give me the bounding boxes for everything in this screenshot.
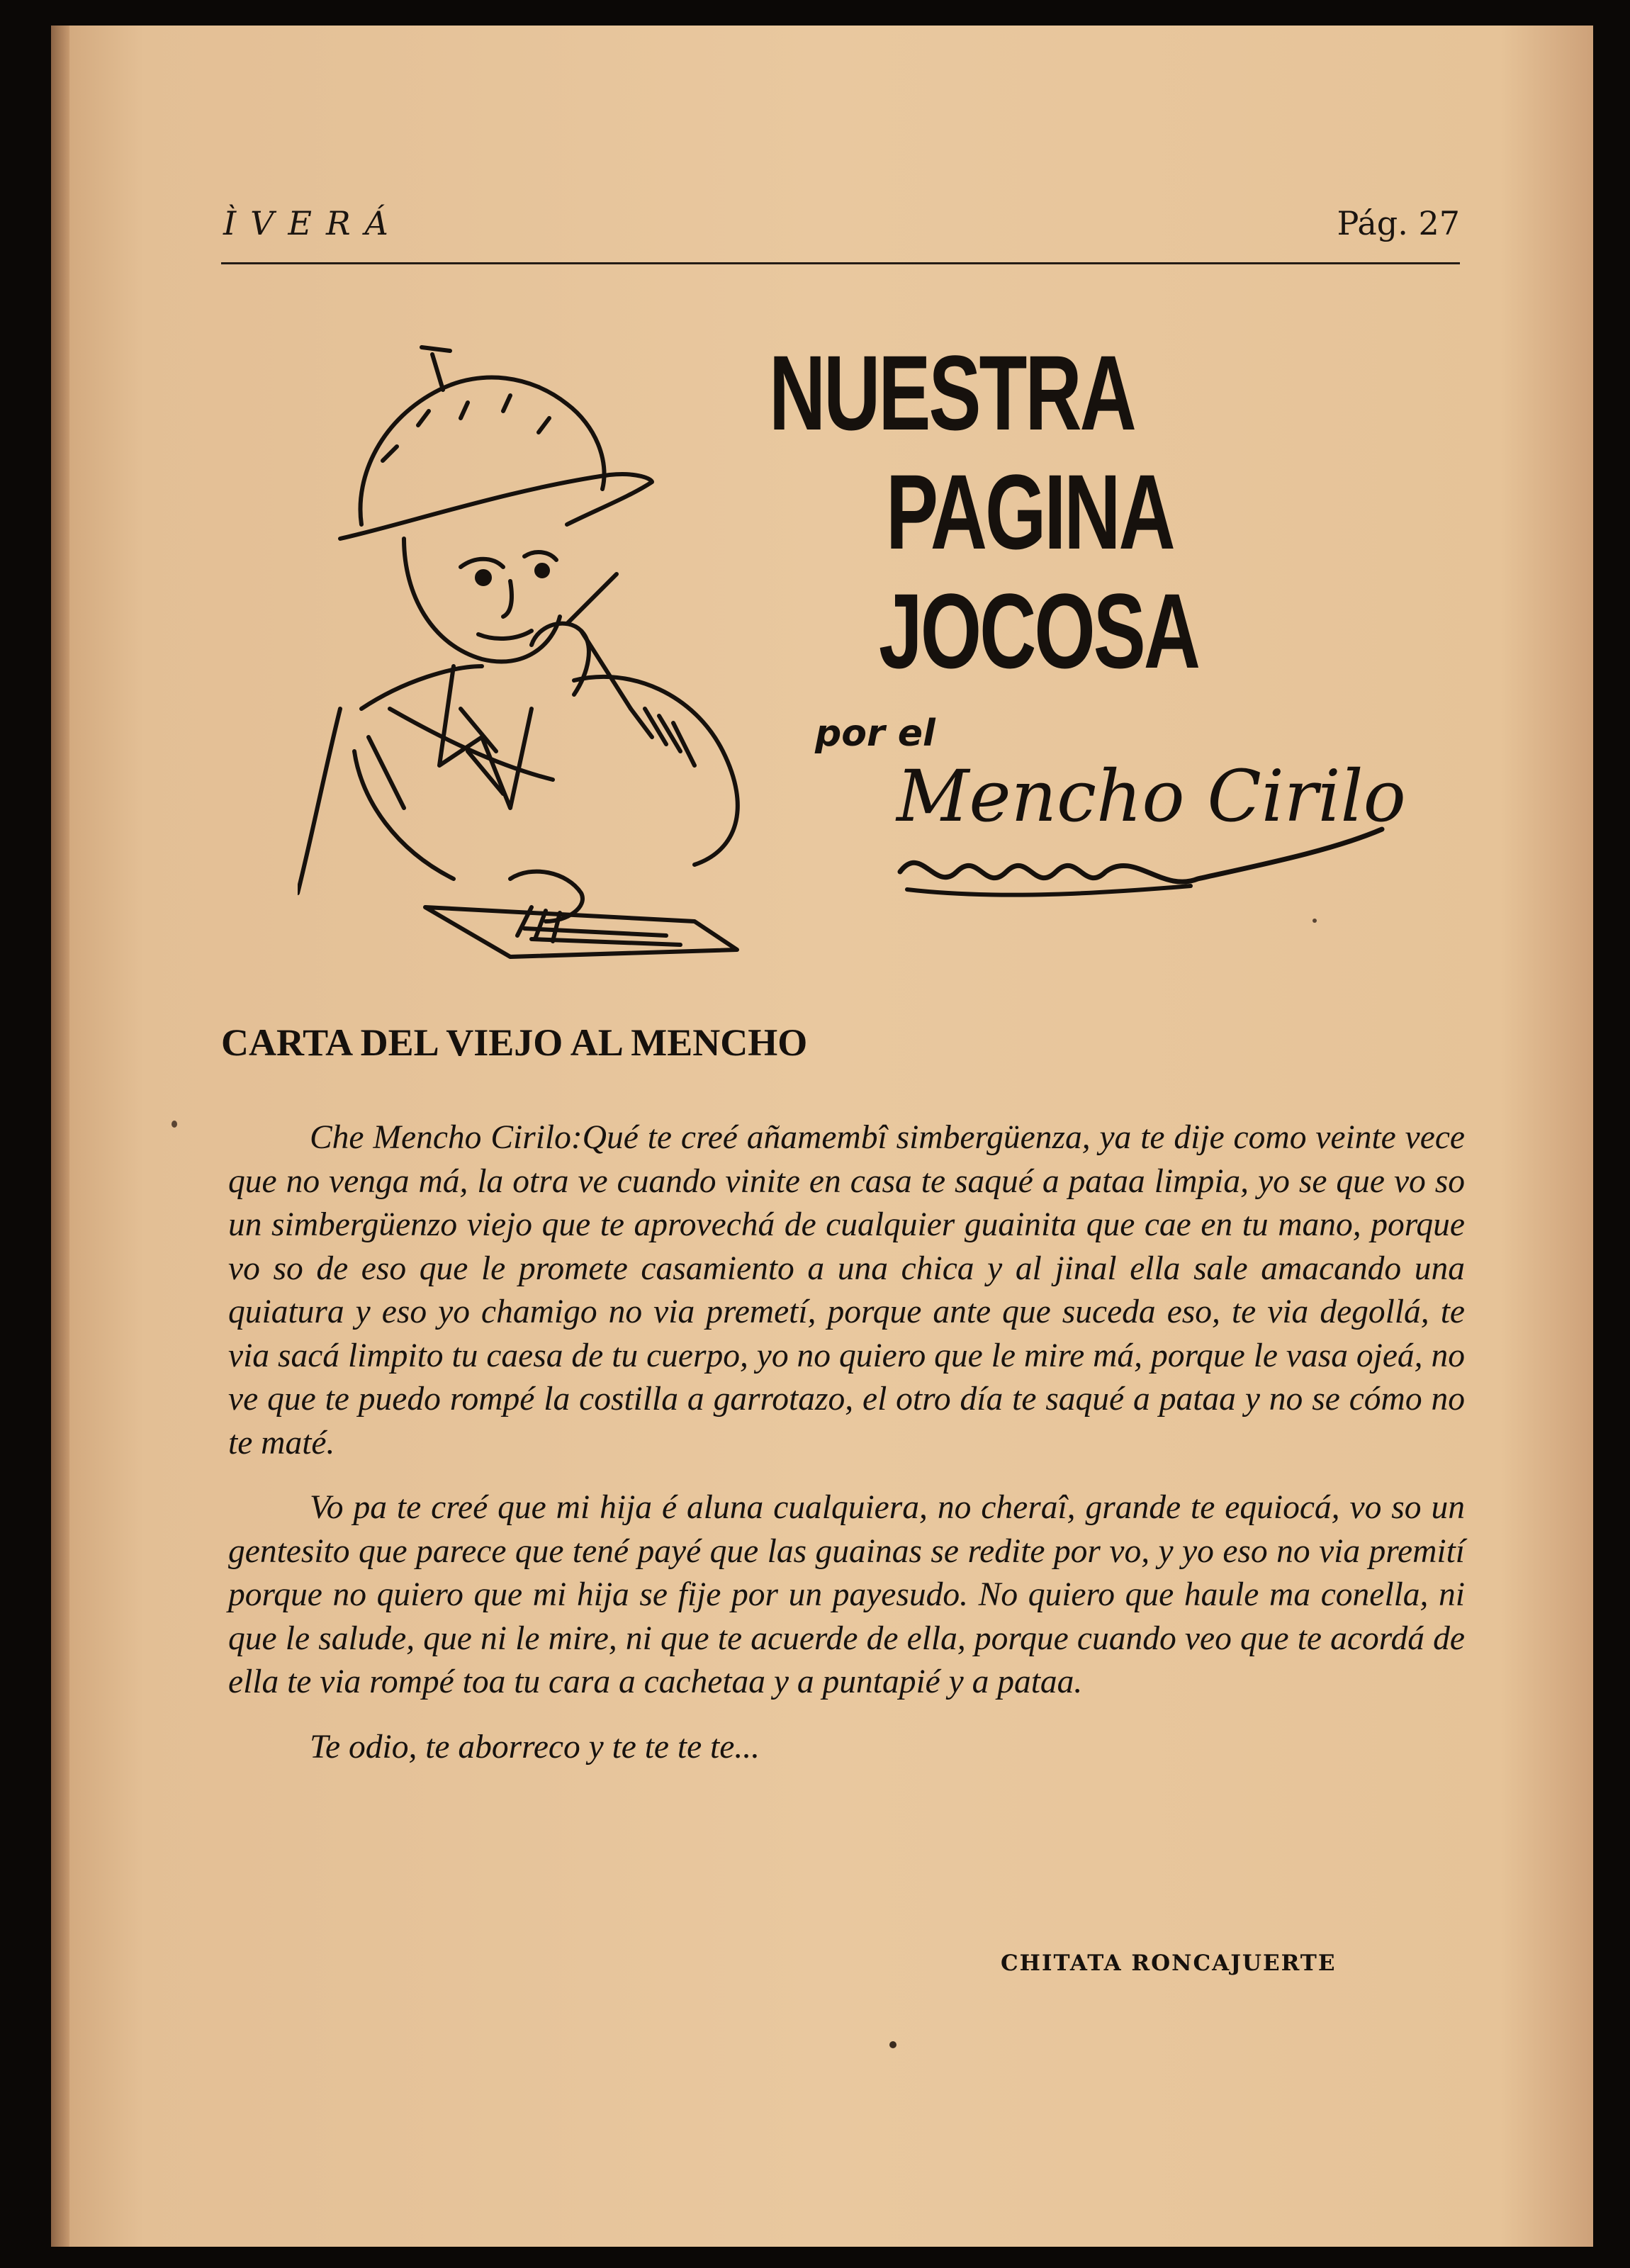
author-signature: Mencho Cirilo [896, 755, 1406, 838]
running-title: ÌVERÁ [223, 204, 403, 242]
young-man-writing-illustration [298, 312, 794, 964]
letter-closing: Te odio, te aborreco y te te te te... [310, 1728, 760, 1765]
title-line-2: PAGINA [886, 452, 1174, 571]
page-number: Pág. 27 [1337, 204, 1460, 242]
title-line-1: NUESTRA [769, 333, 1135, 452]
ink-speck [172, 1121, 177, 1128]
letter-paragraph: Vo pa te creé que mi hija é aluna cualquiera, no cheraî, grande te equiocá, vo so un gentesito que parece que tené payé que las guainas se redite por vo, y yo eso no via premití porque no quiero que mi hija se fije por un payesudo. No quiero que haule ma conella, ni que le salude, que ni le mire, ni que te acuerde de ella, porque cuando veo que te acordá de ella te via rompé toa tu cara a cachetaa y a puntapié y a pataa. [228, 1489, 1465, 1700]
letter-paragraph: Che Mencho Cirilo:Qué te creé añamembî simbergüenza, ya te dije como veinte vece que no venga má, la otra ve cuando vinite en casa te saqué a pataa limpia, yo se que vo so un simbergüenzo viejo que te aprovechá de cualquier guainita que cae en tu mano, porque vo so de eso que le promete casamiento a una chica y al jinal ella sale amacando una quiatura y eso yo chamigo no via premetí, porque ante que suceda eso, te via degollá, te via sacá limpito tu caesa de tu cuerpo, yo no quiero que le mire má, porque le vasa ojeá, no ve que te puedo rompé la costilla a garrotazo, el otro día te saqué a pataa y no se cómo no te maté. [228, 1119, 1465, 1461]
ink-dot [889, 2041, 896, 2048]
header-rule [221, 262, 1460, 264]
article-heading: CARTA DEL VIEJO AL MENCHO [221, 1021, 808, 1064]
title-line-3: JOCOSA [879, 571, 1199, 690]
ink-speck [1313, 919, 1317, 923]
page-spine [51, 26, 69, 2247]
letter-signer: CHITATA RONCAJUERTE [1001, 1950, 1337, 1976]
feature-title [769, 333, 1237, 690]
page-header [223, 204, 1460, 261]
letter-body [228, 1116, 1465, 1790]
byline-prefix: por el [815, 712, 935, 755]
signature-flourish [893, 822, 1389, 914]
